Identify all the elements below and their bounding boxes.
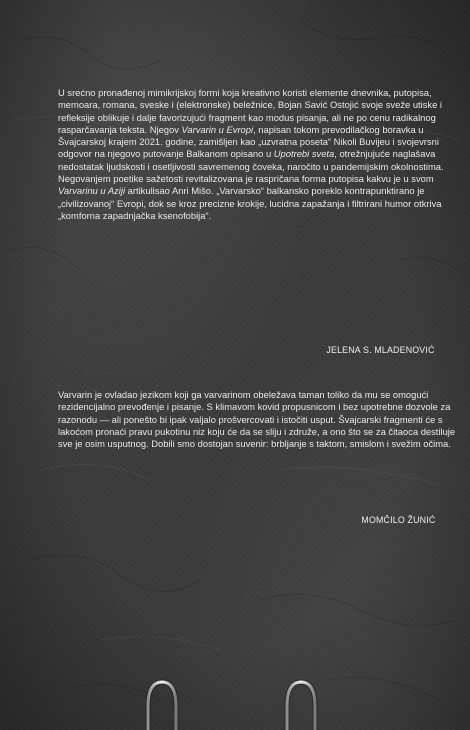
review-text-1 — [58, 87, 456, 222]
book-title-varvarin-u-evropi: Varvarin u Evropi — [181, 123, 254, 135]
review-1-segment-1: U srećno pronađenoj mimikrijskoj formi koja kreativno koristi elemente dnevnika, putopisa, memoara, romana, sveske i (elektronske) beležnice, Bojan Savić Ostojić svoje sveže utiske i refleksije oblikuje i dalje favorizujući fragment kao modus pisanja, ali ne po cenu radikalnog rasparčavanja teksta. Njegov — [58, 87, 443, 135]
review-author-1: JELENA S. MLADENOVIĆ — [326, 345, 435, 356]
review-1-segment-4: artikulisao Anri Mišo. „Varvarsko“ balkansko poreklo kontrapunktirano je „civilizovanoj“ Evropi, dok se kroz precizne krokije, lucidna zapažanja i filtrirani humor otkriva „komforna zapadnjačka ksenofobija“. — [58, 185, 442, 221]
review-1-segment-3: , otrežnjujuće naglašava nedostatak ljudskosti i osetljivosti savremenog čoveka, naročito u pandemijskim okolnostima. Negovanjem poetike sažetosti revitalizovana je raspričana forma putopisa kakvu je u svom — [58, 148, 444, 185]
binder-ring-left — [148, 682, 176, 730]
book-title-upotreba-sveta: Upotrebi sveta — [273, 148, 335, 160]
review-1-segment-2: , napisan tokom prevodilačkog boravka u Švajcarskoj krajem 2021. godine, zamišljen kao „uzvratna poseta“ Nikoli Buvijeu i svojevrsni odgovor na njegovo putovanje Balkanom opisano u — [58, 123, 439, 160]
review-text-2: Varvarin je ovladao jezikom koji ga varvarinom obeležava taman toliko da mu se omogući rezidencijalno prevođenje i pisanje. S klimavom kovid propusnicom i bez upotrebne dozvole za razonodu — ali ponešto bi ipak valjalo prošvercovati i istočiti usput. Švajcarski fragmenti će s lakoćom pronaći pravu pukotinu niz koju će da se sliju i združe, a ono što se za čitaoca destiluje sve je osim usputnog. Dobili smo dostojan suvenir: brbljanje s taktom, smislom i svežim očima. — [58, 389, 456, 450]
binder-ring-right — [287, 682, 315, 730]
review-author-2: MOMČILO ŽUNIĆ — [361, 515, 435, 526]
book-title-varvarin-u-aziji: Varvarinu u Aziji — [58, 185, 126, 197]
